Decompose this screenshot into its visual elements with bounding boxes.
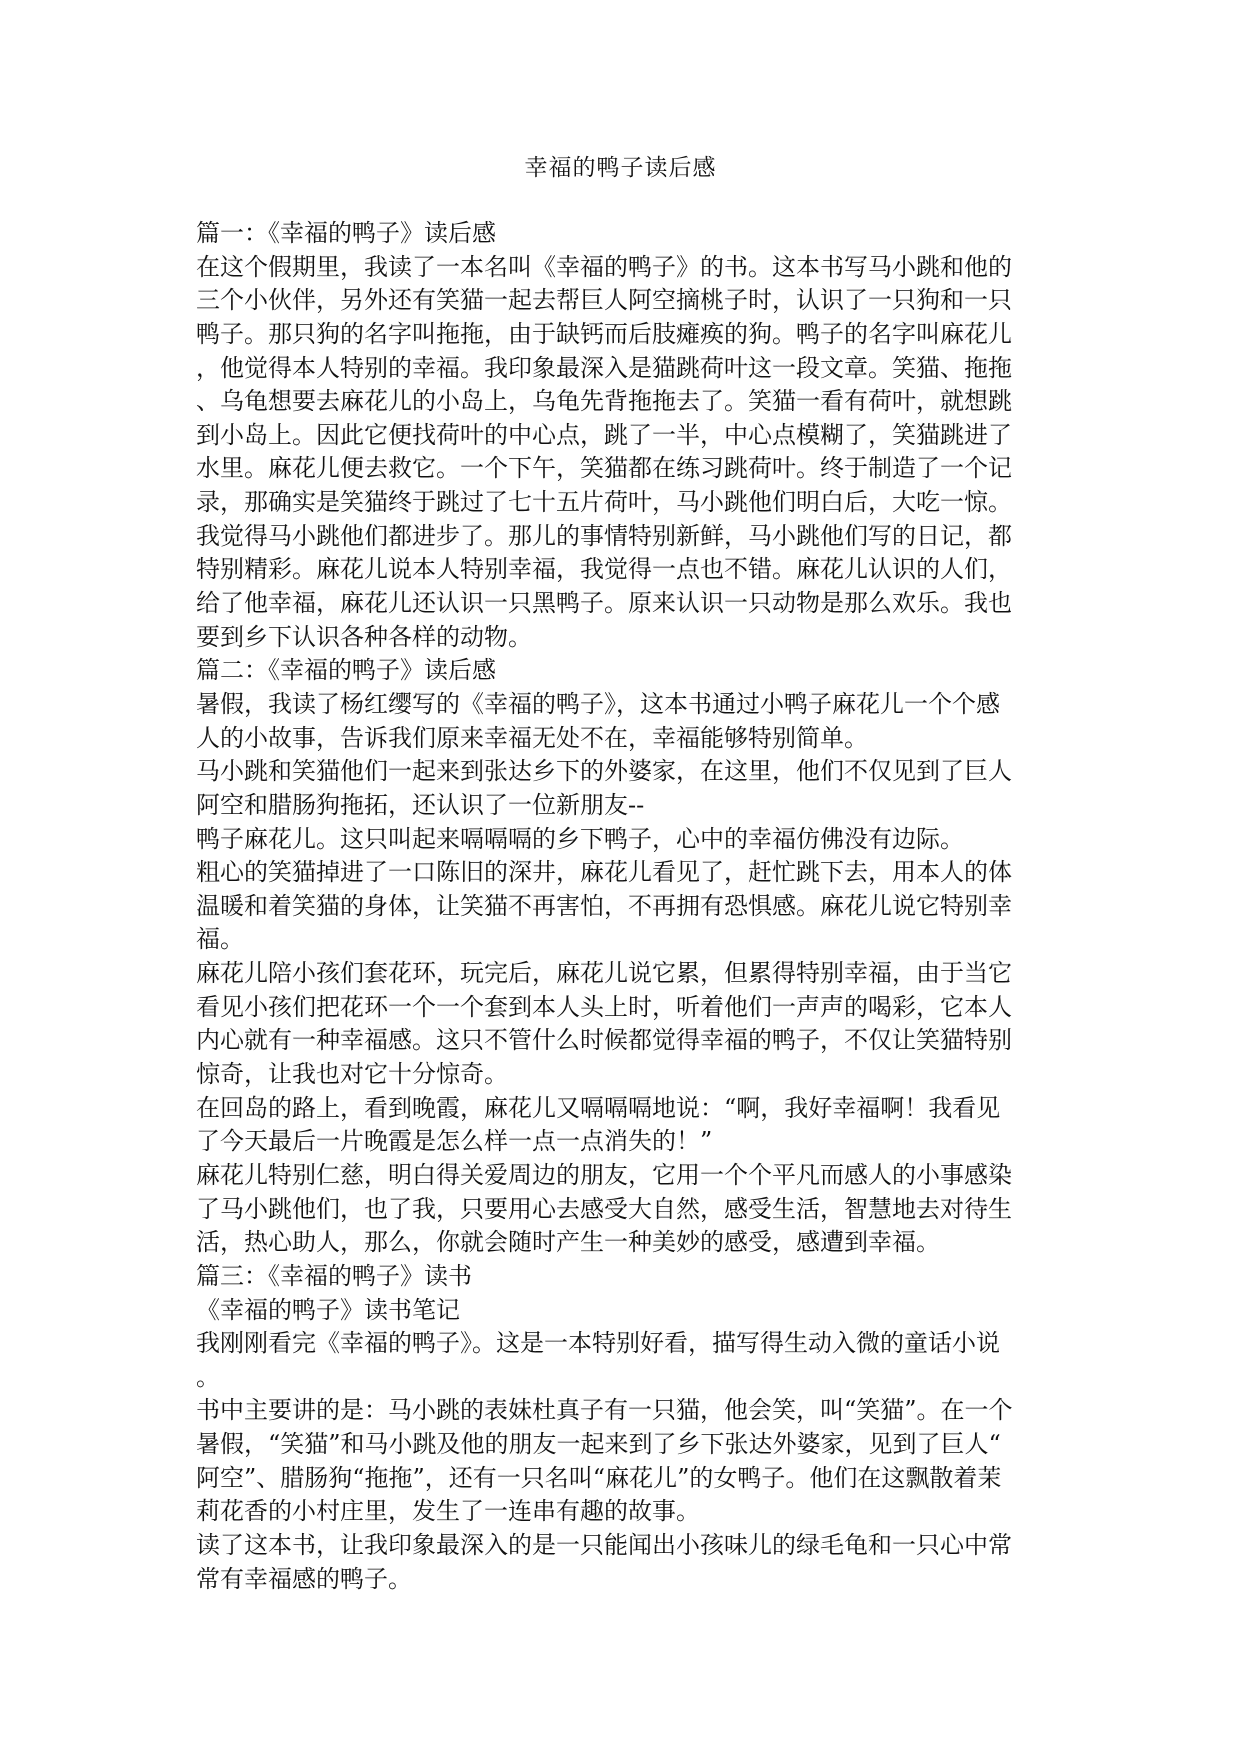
document-line: 阿空”、腊肠狗“拖拖”，还有一只名叫“麻花儿”的女鸭子。他们在这飘散着茉: [196, 1463, 1002, 1492]
document-line: 福。: [196, 925, 244, 954]
document-line: 给了他幸福，麻花儿还认识一只黑鸭子。原来认识一只动物是那么欢乐。我也: [196, 589, 1012, 618]
document-line: 看见小孩们把花环一个一个套到本人头上时，听着他们一声声的喝彩，它本人: [196, 992, 1012, 1021]
document-body: [196, 217, 1046, 1596]
document-line: 书中主要讲的是：马小跳的表妹杜真子有一只猫，他会笑，叫“笑猫”。在一个: [196, 1396, 1013, 1425]
document-line: 麻花儿陪小孩们套花环，玩完后，麻花儿说它累，但累得特别幸福，由于当它: [196, 959, 1012, 988]
document-line: 粗心的笑猫掉进了一口陈旧的深井，麻花儿看见了，赶忙跳下去，用本人的体: [196, 858, 1012, 887]
document-line: 、乌龟想要去麻花儿的小岛上，乌龟先背拖拖去了。笑猫一看有荷叶，就想跳: [196, 387, 1012, 416]
document-line: 了今天最后一片晚霞是怎么样一点一点消失的！”: [196, 1127, 713, 1156]
document-line: 暑假，“笑猫”和马小跳及他的朋友一起来到了乡下张达外婆家，见到了巨人“: [196, 1430, 1001, 1459]
document-line: 马小跳和笑猫他们一起来到张达乡下的外婆家，在这里，他们不仅见到了巨人: [196, 757, 1012, 786]
document-line: 特别精彩。麻花儿说本人特别幸福，我觉得一点也不错。麻花儿认识的人们，: [196, 555, 1012, 584]
document-line: 三个小伙伴，另外还有笑猫一起去帮巨人阿空摘桃子时，认识了一只狗和一只: [196, 286, 1012, 315]
document-line: 读了这本书，让我印象最深入的是一只能闻出小孩味儿的绿毛龟和一只心中常: [196, 1530, 1012, 1559]
document-line: 篇一：《幸福的鸭子》读后感: [196, 219, 496, 247]
document-line: 人的小故事，告诉我们原来幸福无处不在，幸福能够特别简单。: [196, 723, 868, 752]
document-line: 温暖和着笑猫的身体，让笑猫不再害怕，不再拥有恐惧感。麻花儿说它特别幸: [196, 891, 1012, 920]
document-line: 常有幸福感的鸭子。: [196, 1564, 412, 1593]
document-line: 在这个假期里，我读了一本名叫《幸福的鸭子》的书。这本书写马小跳和他的: [196, 252, 1012, 281]
document-line: 篇三：《幸福的鸭子》读书: [196, 1261, 472, 1290]
document-line: 了马小跳他们，也了我，只要用心去感受大自然，感受生活，智慧地去对待生: [196, 1194, 1012, 1223]
document-line: 到小岛上。因此它便找荷叶的中心点，跳了一半，中心点模糊了，笑猫跳进了: [196, 420, 1012, 449]
document-line: 要到乡下认识各种各样的动物。: [196, 622, 532, 651]
document-line: 鸭子麻花儿。这只叫起来嗝嗝嗝的乡下鸭子，心中的幸福仿佛没有边际。: [196, 824, 964, 853]
document-line: 录，那确实是笑猫终于跳过了七十五片荷叶，马小跳他们明白后，大吃一惊。: [196, 488, 1012, 517]
document-line: 阿空和腊肠狗拖拓，还认识了一位新朋友--: [196, 790, 645, 819]
document-line: 《幸福的鸭子》读书笔记: [196, 1295, 460, 1324]
document-line: 在回岛的路上，看到晚霞，麻花儿又嗝嗝嗝地说：“啊，我好幸福啊！我看见: [196, 1093, 1001, 1122]
document-line: 鸭子。那只狗的名字叫拖拖，由于缺钙而后肢瘫痪的狗。鸭子的名字叫麻花儿: [196, 319, 1012, 348]
document-line: ，他觉得本人特别的幸福。我印象最深入是猫跳荷叶这一段文章。笑猫、拖拖: [196, 353, 1012, 382]
document-line: 我觉得马小跳他们都进步了。那儿的事情特别新鲜，马小跳他们写的日记，都: [196, 521, 1012, 550]
document-line: 麻花儿特别仁慈，明白得关爱周边的朋友，它用一个个平凡而感人的小事感染: [196, 1160, 1012, 1189]
document-line: 内心就有一种幸福感。这只不管什么时候都觉得幸福的鸭子，不仅让笑猫特别: [196, 1026, 1012, 1055]
document-line: 惊奇，让我也对它十分惊奇。: [196, 1060, 508, 1089]
document-line: 暑假，我读了杨红缨写的《幸福的鸭子》，这本书通过小鸭子麻花儿一个个感: [196, 689, 1000, 718]
document-line: 我刚刚看完《幸福的鸭子》。这是一本特别好看，描写得生动入微的童话小说: [196, 1329, 1000, 1358]
document-line: 篇二：《幸福的鸭子》读后感: [196, 656, 496, 685]
document-line: 活，热心助人，那么，你就会随时产生一种美妙的感受，感遭到幸福。: [196, 1228, 940, 1257]
document-line: 莉花香的小村庄里，发生了一连串有趣的故事。: [196, 1497, 700, 1526]
document-line: 。: [196, 1362, 220, 1391]
document-title: 幸福的鸭子读后感: [524, 155, 717, 181]
document-line: 水里。麻花儿便去救它。一个下午，笑猫都在练习跳荷叶。终于制造了一个记: [196, 454, 1012, 483]
